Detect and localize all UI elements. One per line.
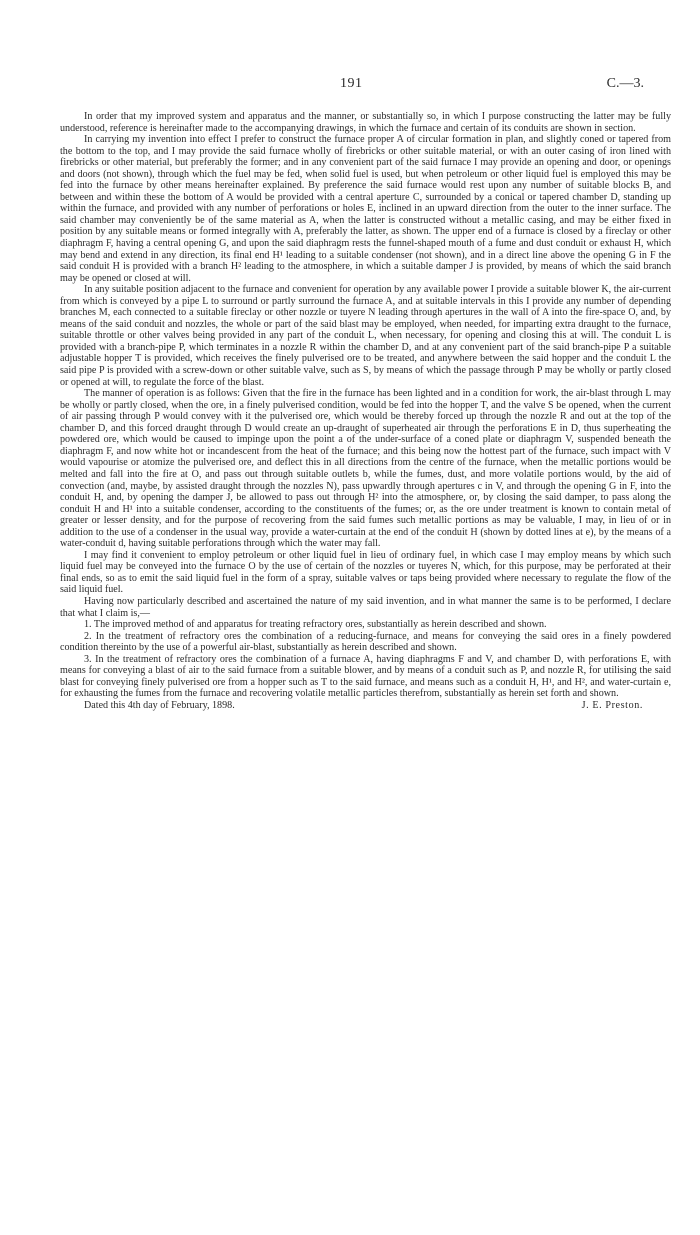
paragraph: I may find it convenient to employ petroleum or other liquid fuel in lieu of ordinary fuel, in which case I may employ means by which such liquid fuel may be conveyed into the furnace O by the use of certain of the nozzles or tuyeres N, which, for this purpose, may be perforated at their final ends, so as to emit the said liquid fuel in the form of a spray, suitable valves or taps being provided where necessary to regulate the flow of the said liquid fuel.: [60, 549, 671, 596]
claim-2: 2. In the treatment of refractory ores the combination of a reducing-furnace, and means for conveying the said ores in a finely powdered condition thereinto by the use of a powerful air-blast, substantially as herein described and shown.: [60, 630, 671, 654]
paragraph: In order that my improved system and apparatus and the manner, or substantially so, in which I purpose constructing the latter may be fully understood, reference is hereinafter made to the accompanying drawings, in which the furnace and certain of its conduits are shown in section.: [60, 111, 671, 134]
closing-line: [60, 700, 671, 712]
paragraph: The manner of operation is as follows: Given that the fire in the furnace has been lighted and in a condition for work, the air-blast through L may be wholly or partly closed, when the ore, in a finely pulverised condition, would be fed into the hopper T, and the valve S be opened, when the current of air passing through P would convey with it the pulverised ore, which would be thereby forced up through the nozzle R and out at the top of the chamber D, and this forced draught through D would create an up-draught of superheated air through the perforations E in D, thus superheating the powdered ore, which would be caused to impinge upon the point a of the under-surface of a coned plate or diaphragm V, suspended beneath the diaphragm F, and now white hot or incandescent from the heat of the furnace; and this being now the hottest part of the furnace, such impact with V would vapourise or atomize the pulverised ore, and deflect this in all directions from the centre of the furnace, when the metallic portions would be melted and fall into the fire at O, and pass out through suitable outlets b, while the fumes, dust, and more volatile portions would, by the aid of convection (and, maybe, by assisted draught through the nozzles N), pass upwardly through apertures c in V, and through the opening G in F, into the conduit H, and, by opening the damper J, be allowed to pass out through H² into the atmosphere, or, by closing the said damper, to pass along the conduit H and H¹ into a suitable condenser, according to the constituents of the fumes; or, as the ore under treatment is known to contain metal of greater or lesser density, and for the purpose of recovering from the said fumes such metallic portions as may be valuable, I may, in lieu of or in addition to the use of a condenser in the usual way, provide a water-curtain at the end of the conduit H (shown by dotted lines at e), by the means of a water-conduit d, having suitable perforations through which the water may fall.: [60, 388, 671, 550]
dated-text: Dated this 4th day of February, 1898.: [84, 699, 235, 711]
series-code: C.—3.: [606, 76, 644, 91]
body-text: [60, 111, 671, 711]
signature: J. E. Preston.: [581, 699, 643, 711]
claim-3: 3. In the treatment of refractory ores the combination of a furnace A, having diaphragms F and V, and chamber D, with perforations E, with means for conveying a blast of air to the said furnace from a suitable blower, and by means of a conduit such as P, and nozzle R, for utilising the said blast for conveying finely pulverised ore from a hopper such as T to the said furnace, and means such as a conduit H, H¹, and H², and water-curtain e, for exhausting the fumes from the furnace and recovering volatile metallic particles therefrom, substantially as herein set forth and shown.: [60, 653, 671, 700]
claim-1: 1. The improved method of and apparatus for treating refractory ores, substantially as herein described and shown.: [84, 619, 547, 631]
claims-intro: Having now particularly described and ascertained the nature of my said invention, and in what manner the same is to be performed, I declare that what I claim is,—: [60, 595, 671, 619]
paragraph: In any suitable position adjacent to the furnace and convenient for operation by any available power I provide a suitable blower K, the air-current from which is conveyed by a pipe L to surround or partly surround the furnace A, and at suitable intervals in this I provide any number of depending branches M, each connected to a suitable fireclay or other nozzle or tuyere N leading through apertures in the wall of A into the fire-space O, and, by means of the said conduit and nozzles, the whole or part of the said blast may be employed, when needed, for imparting extra draught to the furnace, suitable throttle or other valves being provided in any part of the conduit L, when necessary, for opening and closing this at will. The conduit L is provided with a branch-pipe P, which terminates in a nozzle R within the chamber D, and at any convenient part of the said branch-pipe P a suitable adjustable hopper T is provided, which receives the finely pulverised ore to be treated, and anywhere between the said hopper and the conduit L the said pipe P is provided with a screw-down or other suitable valve, such as S, by means of which the passage through P may be wholly or partly closed or opened at will, to regulate the force of the blast.: [60, 284, 671, 388]
page-number: 191: [340, 76, 363, 91]
paragraph: In carrying my invention into effect I prefer to construct the furnace proper A of circular formation in plan, and slightly coned or tapered from the bottom to the top, and I may provide the said furnace wholly of firebricks or other suitable material, or with an outer casing of iron lined with firebricks or other material, but preferably the former; and in any convenient part of the said furnace I may provide an opening and door, or openings and doors (not shown), through which the fuel may be fed, when solid fuel is used, but when petroleum or other liquid fuel is employed this may be fed into the furnace by other means hereinafter explained. By preference the said furnace would rest upon any number of suitable blocks B, and between and within these the bottom of A would be provided with a central aperture C, surrounded by a conical or tapered chamber D, standing up within the furnace, and provided with any number of perforations or holes E, inclined in an upward direction from the outer to the inner surface. The said chamber may conveniently be of the same material as A, when the latter is constructed without a metallic casing, and may be either fixed in position by any suitable means or formed integrally with A, preferably the latter, as shown. The upper end of a furnace is closed by a fireclay or other diaphragm F, having a central opening G, and upon the said diaphragm rests the funnel-shaped mouth of a fume and dust conduit or exhaust H, which may bend and extend in any direction, its final end H¹ leading to a suitable condenser (not shown), and in a direct line above the opening G in F the said conduit H is provided with a branch H² leading to the atmosphere, in which a suitable damper J is provided, by means of which the said branch may be opened or closed at will.: [60, 134, 671, 284]
